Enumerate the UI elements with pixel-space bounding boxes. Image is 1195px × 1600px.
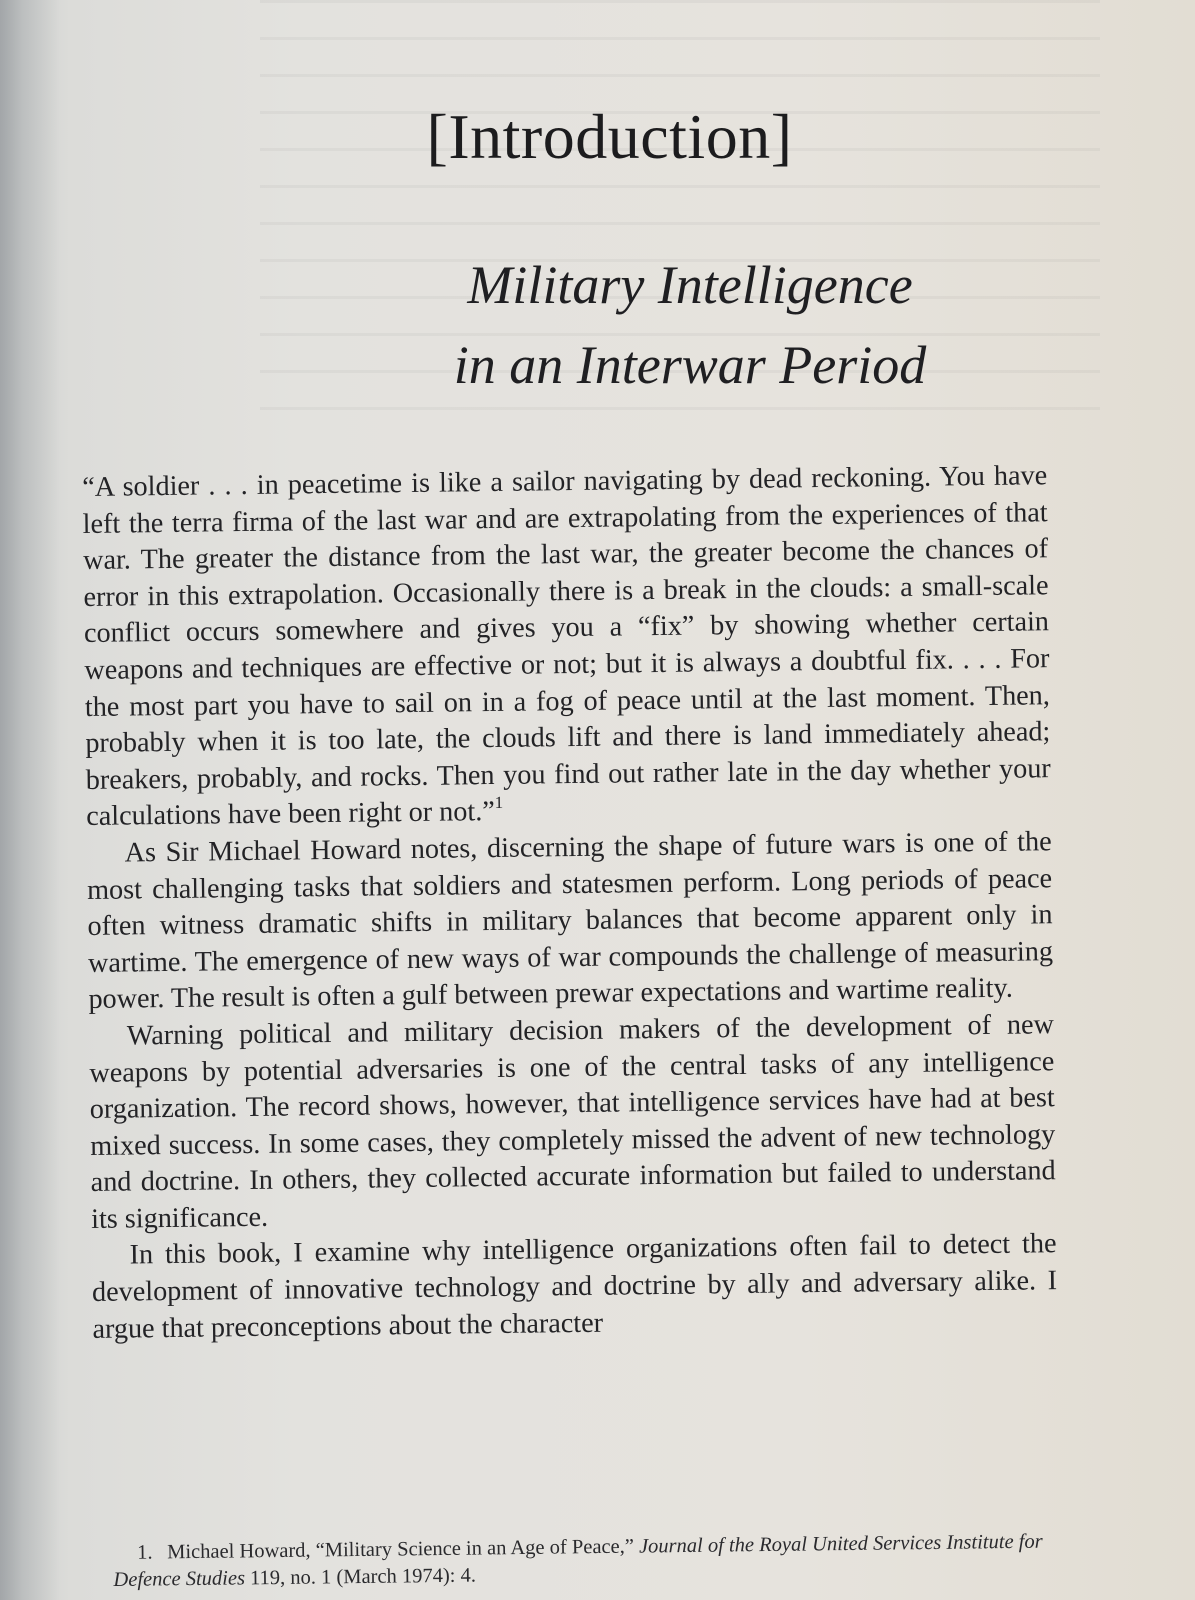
footnote-journal-title: Journal of the Royal United Services Institute for Defence Studies: [113, 1530, 1043, 1591]
epigraph-quote: [82, 458, 1051, 836]
footnote-reference: 1: [494, 793, 504, 813]
footnote-text: Michael Howard, “Military Science in an Age of Peace,”: [167, 1535, 640, 1564]
binding-shadow: [0, 0, 60, 1600]
paragraph: In this book, I examine why intelligence organizations often fail to detect the development of innovative technology and doctrine by ally and adversary alike. I argue that preconceptions about the character: [91, 1228, 1058, 1345]
footnote-number: 1.: [137, 1541, 153, 1564]
footnote: [113, 1529, 1049, 1594]
chapter-title-line-2: in an Interwar Period: [453, 335, 927, 395]
paragraph: Warning political and military decision makers of the development of new weapons by potential adversaries is one of the central tasks of any intelligence organization. The record shows, however, that intelligence services have had at best mixed success. In some cases, they completely missed the advent of new technology and doctrine. In others, they collected accurate information but failed to understand its significance.: [89, 1009, 1056, 1235]
quote-text: “A soldier . . . in peacetime is like a sailor navigating by dead reckoning. You have left the terra firma of the last war and are extrapolating from the experiences of that war. The greater the distance from the last war, the greater become the chances of error in this extrapolation. Occasionally there is a break in the clouds: a small-scale conflict occurs somewhere and gives you a “fix” by showing whether certain weapons and techniques are effective or not; but it is always a doubtful fix. . . . For the most part you have to sail on in a fog of peace until at the last moment. Then, probably when it is too late, the clouds lift and there is land immediately ahead; breakers, probably, and rocks. Then you find out rather late in the day whether your calculations have been right or not.”: [82, 460, 1051, 833]
footnote-citation: 119, no. 1 (March 1974): 4.: [244, 1564, 477, 1590]
chapter-heading: [Introduction]: [426, 101, 793, 172]
paragraph: As Sir Michael Howard notes, discerning the shape of future wars is one of the most challenging tasks that soldiers and statesmen perform. Long periods of peace often witness dramatic shifts in military balances that become apparent only in wartime. The emergence of new ways of war compounds the challenge of measuring power. The result is often a gulf between prewar expectations and wartime reality.: [86, 826, 1054, 1016]
chapter-title: [410, 245, 970, 405]
chapter-title-line-1: Military Intelligence: [467, 255, 913, 315]
body-text: [82, 458, 1058, 1348]
